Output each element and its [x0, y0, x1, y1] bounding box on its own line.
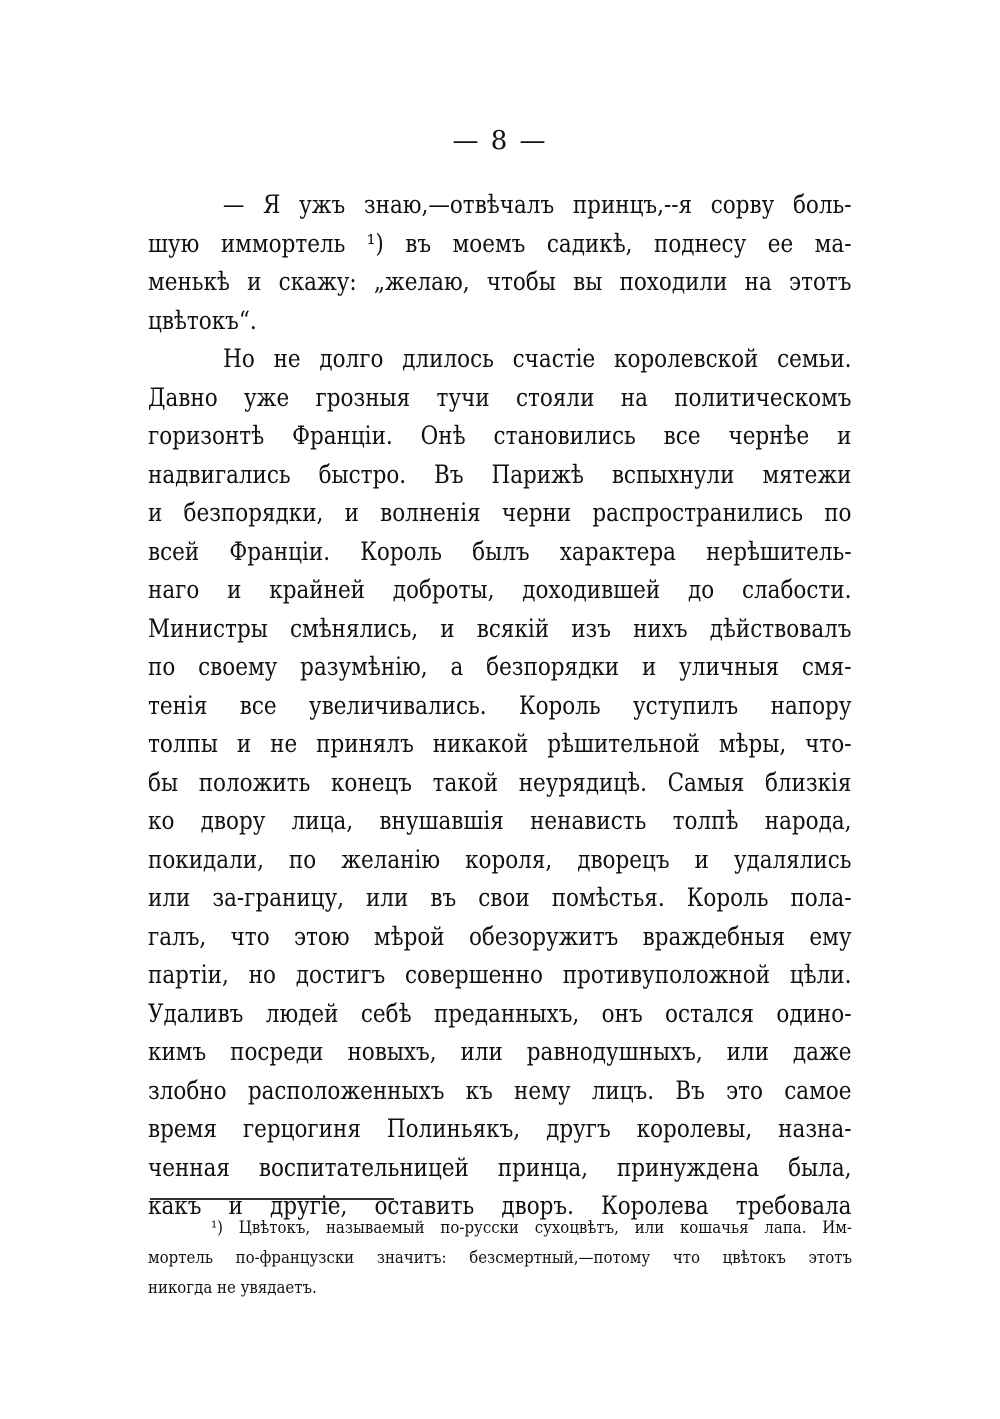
text-line: злобно расположенныхъ къ нему лицъ. Въ это самое: [148, 1075, 852, 1105]
text-line: надвигались быстро. Въ Парижѣ вспыхнули мятежи: [148, 459, 852, 489]
footnote-divider: [150, 1198, 394, 1200]
text-line: цвѣтокъ“.: [148, 305, 257, 335]
text-line: ченная воспитательницей принца, принуждена была,: [148, 1152, 852, 1182]
body-text: [148, 186, 852, 1226]
text-line: горизонтѣ Франціи. Онѣ становились все чернѣе и: [148, 421, 852, 450]
text-line: тенія все увеличивались. Король уступилъ напору: [148, 690, 852, 720]
text-line: покидали, по желанію короля, дворецъ и удалялись: [148, 844, 852, 874]
text-line: ко двору лица, внушавшія ненависть толпѣ народа,: [148, 806, 852, 835]
text-line: или за-границу, или въ свои помѣстья. Король пола-: [148, 883, 852, 912]
text-line: Давно уже грозныя тучи стояли на политическомъ: [148, 382, 852, 412]
text-line: менькѣ и скажу: „желаю, чтобы вы походили на этотъ: [148, 267, 852, 296]
text-line: Удаливъ людей себѣ преданныхъ, онъ остался одино-: [148, 998, 852, 1028]
text-line: Но не долго длилось счастіе королевской семьи.: [148, 344, 852, 373]
footnotes: [148, 1213, 852, 1303]
text-line: бы положить конецъ такой неурядицѣ. Самыя близкія: [148, 767, 852, 797]
text-line: и безпорядки, и волненія черни распространились по: [148, 498, 852, 527]
footnote-line: никогда не увядаетъ.: [148, 1278, 317, 1298]
footnote-line: мортель по-французски значитъ: безсмертный,—потому что цвѣтокъ этотъ: [148, 1248, 852, 1268]
text-line: шую иммортель ¹) въ моемъ садикѣ, поднесу ее ма-: [148, 228, 852, 258]
text-line: толпы и не принялъ никакой рѣшительной мѣры, что-: [148, 729, 852, 758]
text-line: — Я ужъ знаю,—отвѣчалъ принцъ,--я сорву боль-: [148, 190, 852, 219]
text-line: по своему разумѣнію, а безпорядки и уличныя смя-: [148, 652, 852, 681]
text-line: кимъ посреди новыхъ, или равнодушныхъ, или даже: [148, 1037, 852, 1066]
text-line: всей Франціи. Король былъ характера нерѣшитель-: [148, 536, 852, 566]
text-line: наго и крайней доброты, доходившей до слабости.: [148, 575, 852, 604]
text-line: галъ, что этою мѣрой обезоружитъ враждебныя ему: [148, 921, 852, 951]
text-line: время герцогиня Полиньякъ, другъ королевы, назна-: [148, 1114, 852, 1143]
text-line: какъ и другіе, оставить дворъ. Королева требовала: [148, 1191, 852, 1220]
page-number: — 8 —: [452, 126, 548, 156]
text-line: партіи, но достигъ совершенно противуположной цѣли.: [148, 960, 852, 989]
text-line: Министры смѣнялись, и всякій изъ нихъ дѣйствовалъ: [148, 613, 852, 643]
footnote-line: ¹) Цвѣтокъ, называемый по-русски сухоцвѣтъ, или кошачья лапа. Им-: [148, 1218, 852, 1238]
